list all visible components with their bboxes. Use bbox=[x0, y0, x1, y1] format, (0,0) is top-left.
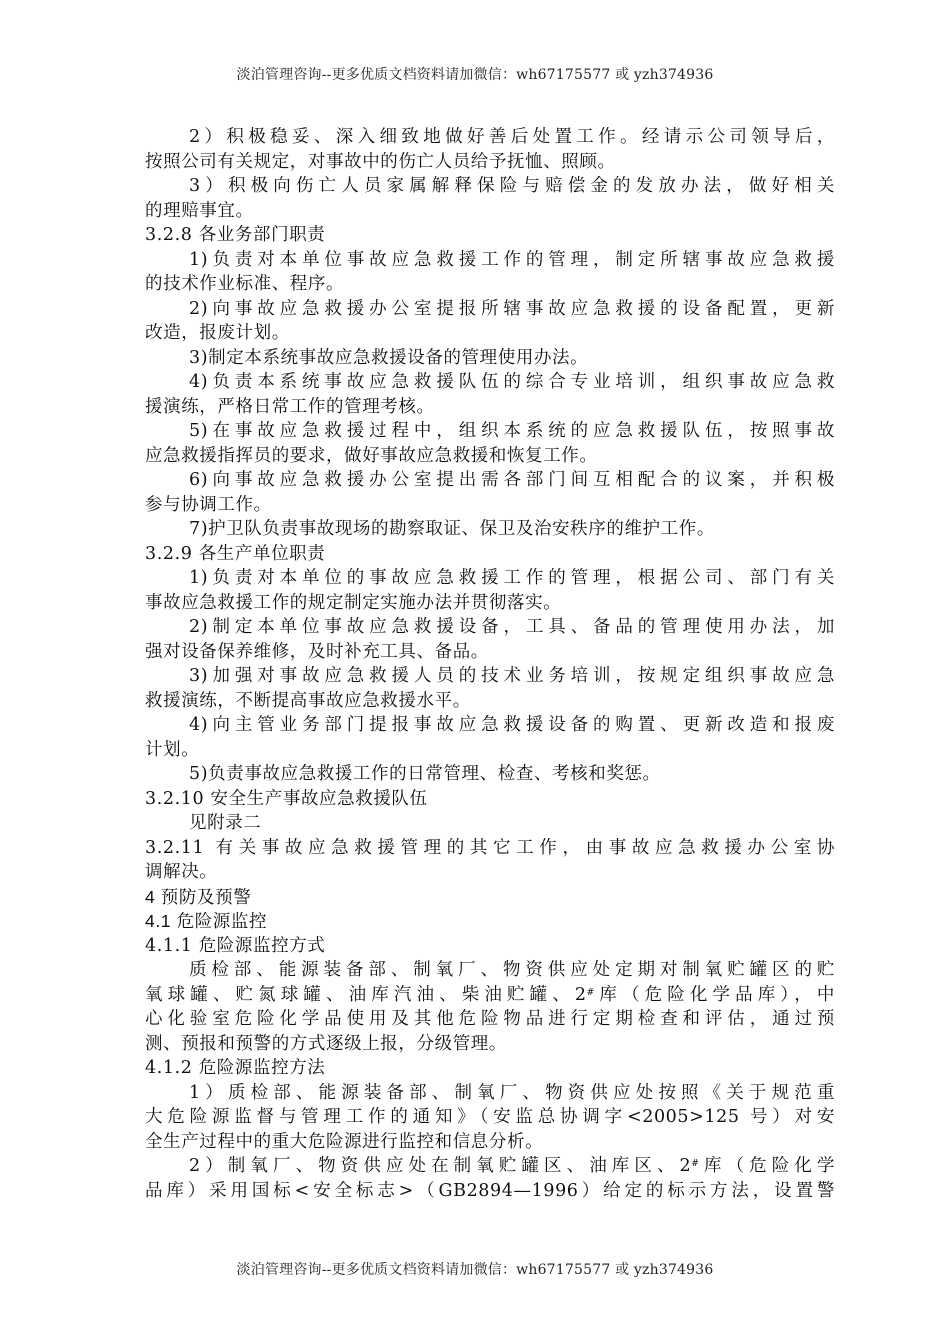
page-header: 淡泊管理咨询--更多优质文档资料请加微信：wh67175577 或 yzh374936 bbox=[236, 67, 714, 83]
paragraph-line: 4)负责本系统事故应急救援队伍的综合专业培训，组织事故应急救 bbox=[189, 372, 835, 392]
paragraph-line: 调解决。 bbox=[145, 862, 218, 882]
line-part: 2）制氧厂、物资供应处在制氧贮罐区、油库区、2 bbox=[189, 1156, 692, 1176]
paragraph-line: 2）积极稳妥、深入细致地做好善后处置工作。经请示公司领导后， bbox=[189, 127, 835, 147]
paragraph-line: 计划。 bbox=[145, 739, 200, 760]
paragraph-line: 质检部、能源装备部、制氧厂、物资供应处定期对制氧贮罐区的贮 bbox=[189, 960, 835, 980]
section-heading: 4.1.1 危险源监控方式 bbox=[145, 935, 326, 956]
paragraph-line: 测、预报和预警的方式逐级上报，分级管理。 bbox=[145, 1033, 507, 1054]
paragraph-line: 1)负责对本单位的事故应急救援工作的管理，根据公司、部门有关 bbox=[189, 568, 835, 588]
superscript: # bbox=[586, 987, 595, 998]
line-part: 库（危险化学 bbox=[699, 1156, 835, 1176]
paragraph-line: 救援演练，不断提高事故应急救援水平。 bbox=[145, 690, 471, 711]
paragraph-line: 全生产过程中的重大危险源进行监控和信息分析。 bbox=[145, 1131, 544, 1152]
paragraph-line: 大危险源监督与管理工作的通知》（安监总协调字<2005>125 号）对安 bbox=[145, 1107, 835, 1127]
paragraph-line: 应急救援指挥员的要求，做好事故应急救援和恢复工作。 bbox=[145, 445, 598, 466]
paragraph-line: 2)制定本单位事故应急救援设备，工具、备品的管理使用办法，加 bbox=[189, 617, 835, 637]
paragraph-line: 2)向事故应急救援办公室提报所辖事故应急救援的设备配置，更新 bbox=[189, 298, 835, 319]
paragraph-line: 心化验室危险化学品使用及其他危险物品进行定期检查和评估，通过预 bbox=[145, 1009, 835, 1029]
paragraph-line: 改造，报废计划。 bbox=[145, 323, 290, 343]
paragraph-line: 6)向事故应急救援办公室提出需各部门间互相配合的议案，并积极 bbox=[189, 470, 835, 490]
line-part: 库（危险化学品库），中 bbox=[594, 984, 835, 1005]
paragraph-line: 5)在事故应急救援过程中，组织本系统的应急救援队伍，按照事故 bbox=[189, 421, 835, 441]
paragraph-line: 按照公司有关规定，对事故中的伤亡人员给予抚恤、照顾。 bbox=[145, 151, 616, 172]
paragraph-line: 5)负责事故应急救援工作的日常管理、检查、考核和奖惩。 bbox=[189, 764, 661, 784]
paragraph-line: 1)负责对本单位事故应急救援工作的管理，制定所辖事故应急救援 bbox=[189, 249, 835, 270]
paragraph-line: 3.2.11 有关事故应急救援管理的其它工作，由事故应急救援办公室协 bbox=[145, 837, 835, 858]
section-heading: 4.1.2 危险源监控方法 bbox=[145, 1058, 326, 1078]
paragraph-line: 见附录二 bbox=[189, 813, 262, 833]
paragraph-line: 参与协调工作。 bbox=[145, 494, 272, 515]
paragraph-line bbox=[145, 1154, 835, 1179]
paragraph-line: 事故应急救援工作的规定制定实施办法并贯彻落实。 bbox=[145, 592, 562, 613]
paragraph-line: 3）积极向伤亡人员家属解释保险与赔偿金的发放办法，做好相关 bbox=[189, 176, 835, 196]
paragraph-line: 援演练，严格日常工作的管理考核。 bbox=[145, 396, 435, 417]
paragraph-line: 的技术作业标准、程序。 bbox=[145, 274, 345, 294]
paragraph-line: 1）质检部、能源装备部、制氧厂、物资供应处按照《关于规范重 bbox=[189, 1082, 835, 1103]
section-heading: 4 预防及预警 bbox=[145, 886, 252, 907]
paragraph-line bbox=[145, 983, 835, 1008]
section-heading: 3.2.9 各生产单位职责 bbox=[145, 543, 326, 564]
paragraph-line: 强对设备保养维修，及时补充工具、备品。 bbox=[145, 641, 489, 662]
line-part: 氧球罐、贮氮球罐、油库汽油、柴油贮罐、2 bbox=[145, 984, 587, 1005]
page-footer: 淡泊管理咨询--更多优质文档资料请加微信：wh67175577 或 yzh374936 bbox=[236, 1262, 714, 1278]
paragraph-line: 的理赔事宜。 bbox=[145, 200, 254, 221]
section-heading: 3.2.8 各业务部门职责 bbox=[145, 225, 326, 245]
paragraph-line: 品库）采用国标<安全标志>（GB2894—1996）给定的标示方法，设置警 bbox=[145, 1180, 835, 1201]
section-heading: 3.2.10 安全生产事故应急救援队伍 bbox=[145, 788, 428, 809]
paragraph-line: 3)加强对事故应急救援人员的技术业务培训，按规定组织事故应急 bbox=[189, 666, 835, 686]
section-heading: 4.1 危险源监控 bbox=[145, 911, 268, 931]
paragraph-line: 3)制定本系统事故应急救援设备的管理使用办法。 bbox=[189, 347, 589, 368]
document-body bbox=[145, 125, 835, 1203]
paragraph-line: 7)护卫队负责事故现场的勘察取证、保卫及治安秩序的维护工作。 bbox=[189, 519, 715, 539]
superscript: # bbox=[691, 1159, 700, 1169]
paragraph-line: 4)向主管业务部门提报事故应急救援设备的购置、更新改造和报废 bbox=[189, 715, 835, 735]
